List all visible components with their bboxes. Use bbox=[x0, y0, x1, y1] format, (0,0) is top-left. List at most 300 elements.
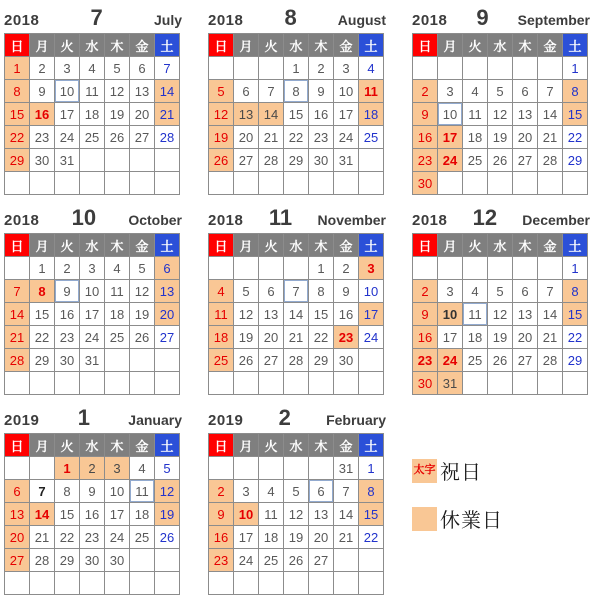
date-cell: 15 bbox=[30, 303, 55, 326]
date-cell: 26 bbox=[488, 349, 513, 372]
date-cell: 14 bbox=[30, 503, 55, 526]
legend bbox=[412, 408, 590, 595]
date-cell: 30 bbox=[55, 349, 80, 372]
closed-day-swatch bbox=[412, 507, 437, 531]
empty-cell bbox=[359, 572, 384, 595]
date-cell: 13 bbox=[5, 503, 30, 526]
month-year: 2018 bbox=[4, 212, 40, 229]
date-cell: 6 bbox=[259, 280, 284, 303]
date-cell: 16 bbox=[209, 526, 234, 549]
day-header: 日 bbox=[5, 34, 30, 57]
month-header bbox=[412, 205, 590, 230]
empty-cell bbox=[55, 372, 80, 395]
day-header: 木 bbox=[309, 34, 334, 57]
date-cell: 10 bbox=[105, 480, 130, 503]
month-name: August bbox=[337, 12, 386, 28]
date-cell: 22 bbox=[30, 326, 55, 349]
empty-cell bbox=[284, 457, 309, 480]
day-header: 月 bbox=[234, 34, 259, 57]
empty-cell bbox=[359, 349, 384, 372]
empty-cell bbox=[538, 372, 563, 395]
date-cell: 27 bbox=[5, 549, 30, 572]
week-row bbox=[5, 126, 180, 149]
week-row bbox=[413, 172, 588, 195]
date-cell: 15 bbox=[55, 503, 80, 526]
month-number: 2 bbox=[278, 405, 291, 430]
date-cell: 15 bbox=[284, 103, 309, 126]
month-header bbox=[412, 5, 590, 30]
date-cell: 30 bbox=[413, 372, 438, 395]
date-cell: 20 bbox=[513, 326, 538, 349]
date-cell: 22 bbox=[563, 126, 588, 149]
date-cell: 5 bbox=[488, 280, 513, 303]
week-row bbox=[209, 372, 384, 395]
week-row bbox=[209, 303, 384, 326]
date-cell: 15 bbox=[5, 103, 30, 126]
date-cell: 16 bbox=[413, 326, 438, 349]
date-cell: 25 bbox=[259, 549, 284, 572]
date-cell: 30 bbox=[105, 549, 130, 572]
day-header: 金 bbox=[334, 234, 359, 257]
month-name: October bbox=[128, 212, 182, 228]
date-cell: 14 bbox=[538, 303, 563, 326]
month-year: 2018 bbox=[208, 212, 244, 229]
date-cell: 23 bbox=[55, 326, 80, 349]
date-cell: 25 bbox=[463, 149, 488, 172]
empty-cell bbox=[130, 172, 155, 195]
date-cell: 2 bbox=[30, 57, 55, 80]
month-header bbox=[208, 405, 386, 430]
empty-cell bbox=[438, 172, 463, 195]
date-cell: 14 bbox=[538, 103, 563, 126]
date-cell: 2 bbox=[413, 280, 438, 303]
date-cell: 9 bbox=[209, 503, 234, 526]
empty-cell bbox=[130, 349, 155, 372]
date-cell: 23 bbox=[413, 349, 438, 372]
month-2018-8 bbox=[208, 5, 386, 195]
date-cell: 12 bbox=[155, 480, 180, 503]
day-header: 火 bbox=[463, 34, 488, 57]
week-row bbox=[413, 326, 588, 349]
day-header: 水 bbox=[488, 234, 513, 257]
date-cell: 12 bbox=[284, 503, 309, 526]
date-cell: 21 bbox=[538, 326, 563, 349]
date-cell: 9 bbox=[80, 480, 105, 503]
date-cell: 3 bbox=[55, 57, 80, 80]
week-row bbox=[5, 257, 180, 280]
date-cell: 13 bbox=[234, 103, 259, 126]
date-cell: 12 bbox=[488, 103, 513, 126]
date-cell: 12 bbox=[130, 280, 155, 303]
date-cell: 30 bbox=[334, 349, 359, 372]
week-row bbox=[5, 280, 180, 303]
calendar-table bbox=[412, 33, 588, 195]
date-cell: 10 bbox=[80, 280, 105, 303]
day-header: 火 bbox=[259, 234, 284, 257]
day-header: 水 bbox=[488, 34, 513, 57]
date-cell: 18 bbox=[80, 103, 105, 126]
date-cell: 8 bbox=[30, 280, 55, 303]
month-header bbox=[208, 205, 386, 230]
date-cell: 8 bbox=[284, 80, 309, 103]
date-cell: 28 bbox=[284, 349, 309, 372]
day-header: 木 bbox=[309, 434, 334, 457]
date-cell: 26 bbox=[105, 126, 130, 149]
day-header: 水 bbox=[80, 434, 105, 457]
date-cell: 1 bbox=[55, 457, 80, 480]
date-cell: 22 bbox=[359, 526, 384, 549]
week-row bbox=[209, 103, 384, 126]
date-cell: 2 bbox=[55, 257, 80, 280]
date-cell: 12 bbox=[105, 80, 130, 103]
empty-cell bbox=[130, 572, 155, 595]
date-cell: 3 bbox=[359, 257, 384, 280]
date-cell: 9 bbox=[30, 80, 55, 103]
date-cell: 1 bbox=[309, 257, 334, 280]
date-cell: 13 bbox=[513, 303, 538, 326]
empty-cell bbox=[463, 172, 488, 195]
day-header: 土 bbox=[563, 34, 588, 57]
date-cell: 22 bbox=[309, 326, 334, 349]
week-row bbox=[5, 149, 180, 172]
date-cell: 14 bbox=[5, 303, 30, 326]
date-cell: 15 bbox=[563, 303, 588, 326]
empty-cell bbox=[30, 457, 55, 480]
date-cell: 1 bbox=[284, 57, 309, 80]
date-cell: 27 bbox=[259, 349, 284, 372]
empty-cell bbox=[105, 149, 130, 172]
week-row bbox=[413, 303, 588, 326]
date-cell: 24 bbox=[438, 349, 463, 372]
day-header: 月 bbox=[30, 434, 55, 457]
date-cell: 21 bbox=[155, 103, 180, 126]
date-cell: 22 bbox=[55, 526, 80, 549]
date-cell: 4 bbox=[105, 257, 130, 280]
day-header: 水 bbox=[284, 434, 309, 457]
week-row bbox=[5, 349, 180, 372]
date-cell: 29 bbox=[309, 349, 334, 372]
empty-cell bbox=[309, 572, 334, 595]
date-cell: 20 bbox=[259, 326, 284, 349]
empty-cell bbox=[105, 172, 130, 195]
day-header: 火 bbox=[55, 34, 80, 57]
date-cell: 11 bbox=[130, 480, 155, 503]
date-cell: 5 bbox=[130, 257, 155, 280]
empty-cell bbox=[234, 457, 259, 480]
date-cell: 22 bbox=[5, 126, 30, 149]
date-cell: 15 bbox=[309, 303, 334, 326]
date-cell: 4 bbox=[130, 457, 155, 480]
empty-cell bbox=[130, 372, 155, 395]
month-number: 1 bbox=[77, 405, 90, 430]
calendar-table bbox=[4, 233, 180, 395]
day-header: 日 bbox=[5, 234, 30, 257]
empty-cell bbox=[5, 457, 30, 480]
empty-cell bbox=[488, 57, 513, 80]
empty-cell bbox=[130, 149, 155, 172]
empty-cell bbox=[259, 457, 284, 480]
empty-cell bbox=[359, 549, 384, 572]
date-cell: 30 bbox=[80, 549, 105, 572]
month-header bbox=[4, 405, 182, 430]
week-row bbox=[5, 303, 180, 326]
month-number: 12 bbox=[472, 205, 498, 230]
week-row bbox=[209, 280, 384, 303]
date-cell: 29 bbox=[30, 349, 55, 372]
date-cell: 26 bbox=[155, 526, 180, 549]
date-cell: 11 bbox=[105, 280, 130, 303]
month-year: 2018 bbox=[412, 212, 448, 229]
day-header: 日 bbox=[209, 34, 234, 57]
date-cell: 9 bbox=[334, 280, 359, 303]
day-header: 水 bbox=[284, 234, 309, 257]
month-2018-10 bbox=[4, 205, 182, 395]
date-cell: 2 bbox=[209, 480, 234, 503]
month-header bbox=[208, 5, 386, 30]
week-row bbox=[209, 257, 384, 280]
date-cell: 23 bbox=[209, 549, 234, 572]
date-cell: 1 bbox=[5, 57, 30, 80]
month-number: 9 bbox=[476, 5, 489, 30]
empty-cell bbox=[5, 172, 30, 195]
week-row bbox=[413, 149, 588, 172]
empty-cell bbox=[463, 57, 488, 80]
date-cell: 21 bbox=[334, 526, 359, 549]
empty-cell bbox=[359, 372, 384, 395]
day-header: 土 bbox=[155, 234, 180, 257]
empty-cell bbox=[234, 172, 259, 195]
date-cell: 19 bbox=[105, 103, 130, 126]
day-header: 月 bbox=[30, 34, 55, 57]
date-cell: 9 bbox=[309, 80, 334, 103]
date-cell: 21 bbox=[5, 326, 30, 349]
date-cell: 23 bbox=[80, 526, 105, 549]
week-row bbox=[209, 80, 384, 103]
week-row bbox=[5, 457, 180, 480]
date-cell: 4 bbox=[359, 57, 384, 80]
date-cell: 27 bbox=[513, 149, 538, 172]
date-cell: 8 bbox=[55, 480, 80, 503]
day-header: 金 bbox=[334, 34, 359, 57]
date-cell: 28 bbox=[155, 126, 180, 149]
date-cell: 7 bbox=[334, 480, 359, 503]
date-cell: 19 bbox=[488, 126, 513, 149]
date-cell: 29 bbox=[284, 149, 309, 172]
empty-cell bbox=[55, 172, 80, 195]
date-cell: 11 bbox=[359, 80, 384, 103]
date-cell: 26 bbox=[209, 149, 234, 172]
date-cell: 5 bbox=[155, 457, 180, 480]
day-header: 月 bbox=[234, 434, 259, 457]
date-cell: 17 bbox=[359, 303, 384, 326]
date-cell: 29 bbox=[563, 349, 588, 372]
date-cell: 7 bbox=[538, 80, 563, 103]
date-cell: 16 bbox=[309, 103, 334, 126]
day-header: 火 bbox=[259, 34, 284, 57]
month-2019-1 bbox=[4, 405, 182, 595]
month-name: July bbox=[153, 12, 182, 28]
empty-cell bbox=[209, 457, 234, 480]
calendar-table bbox=[4, 33, 180, 195]
day-header: 土 bbox=[155, 434, 180, 457]
holiday-swatch bbox=[412, 459, 437, 483]
date-cell: 10 bbox=[438, 303, 463, 326]
day-header: 月 bbox=[438, 234, 463, 257]
date-cell: 13 bbox=[513, 103, 538, 126]
month-2018-9 bbox=[412, 5, 590, 195]
date-cell: 15 bbox=[563, 103, 588, 126]
week-row bbox=[5, 526, 180, 549]
empty-cell bbox=[309, 172, 334, 195]
date-cell: 31 bbox=[438, 372, 463, 395]
date-cell: 12 bbox=[234, 303, 259, 326]
empty-cell bbox=[334, 372, 359, 395]
week-row bbox=[5, 480, 180, 503]
date-cell: 17 bbox=[80, 303, 105, 326]
week-row bbox=[209, 149, 384, 172]
empty-cell bbox=[30, 572, 55, 595]
empty-cell bbox=[5, 572, 30, 595]
date-cell: 26 bbox=[130, 326, 155, 349]
empty-cell bbox=[359, 172, 384, 195]
date-cell: 8 bbox=[5, 80, 30, 103]
date-cell: 25 bbox=[80, 126, 105, 149]
day-header: 金 bbox=[538, 234, 563, 257]
date-cell: 10 bbox=[234, 503, 259, 526]
date-cell: 6 bbox=[513, 280, 538, 303]
empty-cell bbox=[309, 457, 334, 480]
empty-cell bbox=[488, 372, 513, 395]
week-row bbox=[209, 549, 384, 572]
calendar-table bbox=[208, 233, 384, 395]
empty-cell bbox=[284, 572, 309, 595]
month-name: November bbox=[317, 212, 386, 228]
week-row bbox=[413, 372, 588, 395]
date-cell: 8 bbox=[309, 280, 334, 303]
date-cell: 4 bbox=[259, 480, 284, 503]
date-cell: 28 bbox=[538, 149, 563, 172]
day-header: 月 bbox=[234, 234, 259, 257]
date-cell: 26 bbox=[284, 549, 309, 572]
bold-marker-text: 太字 bbox=[413, 464, 436, 476]
closed-day-label: 休業日 bbox=[440, 510, 503, 532]
date-cell: 23 bbox=[413, 149, 438, 172]
date-cell: 18 bbox=[259, 526, 284, 549]
day-header: 木 bbox=[513, 34, 538, 57]
date-cell: 21 bbox=[30, 526, 55, 549]
date-cell: 3 bbox=[105, 457, 130, 480]
date-cell: 20 bbox=[309, 526, 334, 549]
date-cell: 4 bbox=[80, 57, 105, 80]
date-cell: 24 bbox=[55, 126, 80, 149]
date-cell: 3 bbox=[234, 480, 259, 503]
month-header bbox=[4, 205, 182, 230]
week-row bbox=[5, 57, 180, 80]
date-cell: 8 bbox=[359, 480, 384, 503]
date-cell: 5 bbox=[284, 480, 309, 503]
day-header: 日 bbox=[413, 34, 438, 57]
empty-cell bbox=[259, 172, 284, 195]
date-cell: 31 bbox=[80, 349, 105, 372]
month-number: 8 bbox=[284, 5, 297, 30]
date-cell: 28 bbox=[30, 549, 55, 572]
date-cell: 5 bbox=[105, 57, 130, 80]
empty-cell bbox=[209, 372, 234, 395]
month-year: 2018 bbox=[208, 12, 244, 29]
empty-cell bbox=[284, 172, 309, 195]
empty-cell bbox=[80, 149, 105, 172]
empty-cell bbox=[234, 572, 259, 595]
date-cell: 12 bbox=[209, 103, 234, 126]
date-cell: 3 bbox=[80, 257, 105, 280]
date-cell: 21 bbox=[284, 326, 309, 349]
date-cell: 7 bbox=[259, 80, 284, 103]
week-row bbox=[209, 57, 384, 80]
holiday-label: 祝日 bbox=[440, 462, 482, 484]
date-cell: 4 bbox=[209, 280, 234, 303]
week-row bbox=[5, 103, 180, 126]
date-cell: 29 bbox=[563, 149, 588, 172]
empty-cell bbox=[155, 149, 180, 172]
day-header: 土 bbox=[359, 434, 384, 457]
date-cell: 17 bbox=[234, 526, 259, 549]
month-name: January bbox=[128, 412, 182, 428]
empty-cell bbox=[259, 57, 284, 80]
week-row bbox=[413, 80, 588, 103]
week-row bbox=[209, 572, 384, 595]
empty-cell bbox=[209, 172, 234, 195]
empty-cell bbox=[488, 257, 513, 280]
empty-cell bbox=[80, 172, 105, 195]
week-row bbox=[209, 457, 384, 480]
date-cell: 6 bbox=[513, 80, 538, 103]
date-cell: 19 bbox=[234, 326, 259, 349]
date-cell: 1 bbox=[30, 257, 55, 280]
date-cell: 17 bbox=[105, 503, 130, 526]
empty-cell bbox=[563, 172, 588, 195]
date-cell: 25 bbox=[105, 326, 130, 349]
date-cell: 13 bbox=[155, 280, 180, 303]
week-row bbox=[413, 126, 588, 149]
date-cell: 31 bbox=[334, 457, 359, 480]
empty-cell bbox=[30, 172, 55, 195]
empty-cell bbox=[413, 57, 438, 80]
date-cell: 7 bbox=[155, 57, 180, 80]
week-row bbox=[5, 172, 180, 195]
date-cell: 9 bbox=[413, 303, 438, 326]
empty-cell bbox=[413, 257, 438, 280]
date-cell: 5 bbox=[209, 80, 234, 103]
date-cell: 26 bbox=[234, 349, 259, 372]
month-name: December bbox=[522, 212, 590, 228]
date-cell: 20 bbox=[513, 126, 538, 149]
date-cell: 2 bbox=[80, 457, 105, 480]
day-header: 金 bbox=[130, 434, 155, 457]
date-cell: 10 bbox=[438, 103, 463, 126]
month-year: 2019 bbox=[208, 412, 244, 429]
legend-item-closed bbox=[412, 504, 590, 533]
week-row bbox=[413, 280, 588, 303]
empty-cell bbox=[438, 57, 463, 80]
date-cell: 7 bbox=[538, 280, 563, 303]
date-cell: 19 bbox=[130, 303, 155, 326]
calendar-table bbox=[208, 33, 384, 195]
empty-cell bbox=[359, 149, 384, 172]
date-cell: 20 bbox=[130, 103, 155, 126]
date-cell: 18 bbox=[359, 103, 384, 126]
empty-cell bbox=[105, 372, 130, 395]
week-row bbox=[413, 57, 588, 80]
